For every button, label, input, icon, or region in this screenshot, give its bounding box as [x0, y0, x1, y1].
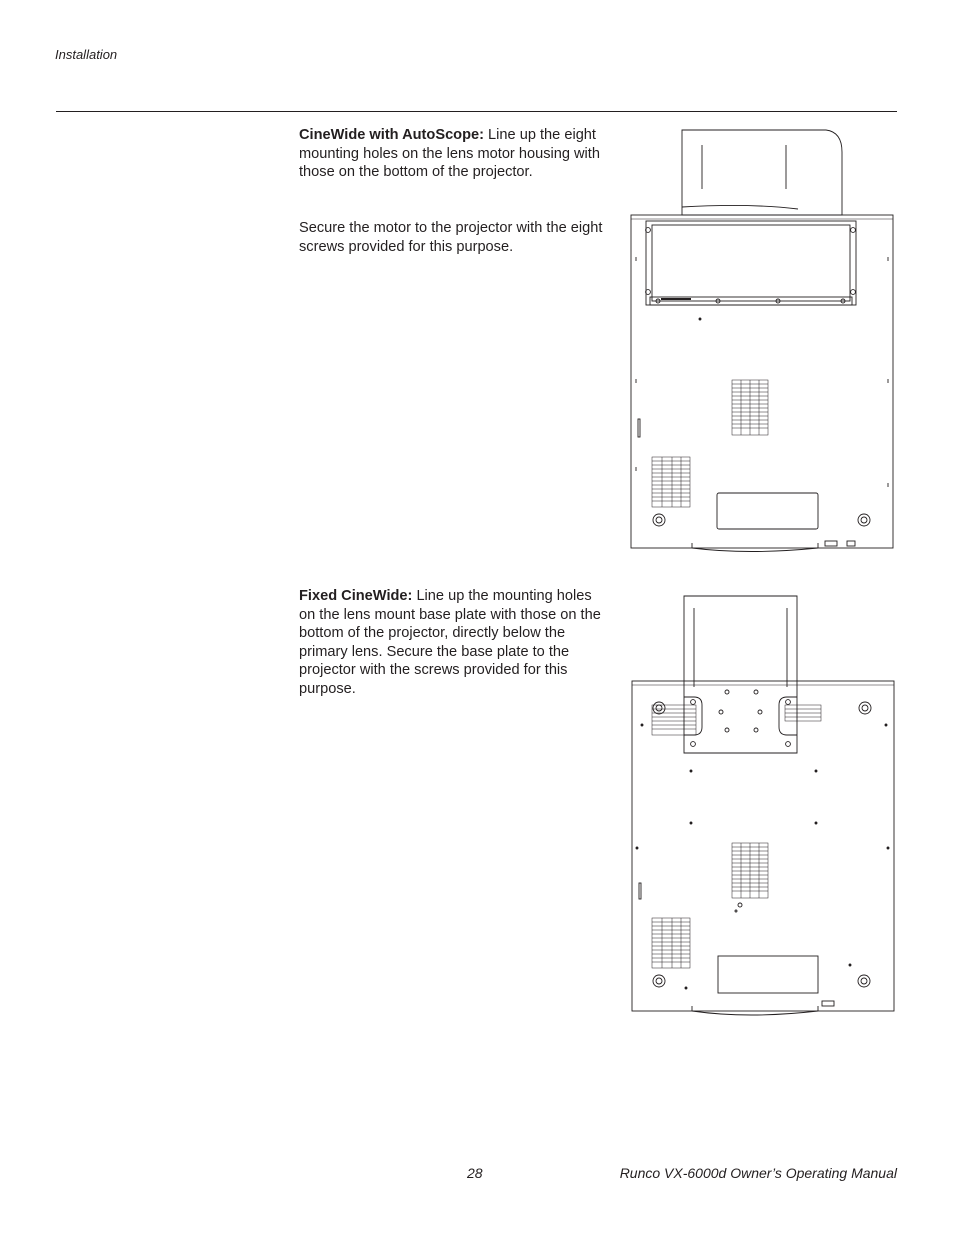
fixed-paragraph — [299, 587, 609, 699]
autoscope-heading: CineWide with AutoScope: — [299, 127, 484, 143]
running-header: Installation — [55, 47, 118, 62]
fixed-base-plate-illustration — [628, 593, 896, 1021]
autoscope-text: Line up the eight mounting holes on the lens motor housing with those on the bottom of the projector. — [299, 127, 600, 181]
autoscope-secure-paragraph: Secure the motor to the projector with the eight screws provided for this purpose. — [299, 220, 603, 255]
autoscope-paragraph — [299, 126, 609, 182]
fixed-heading: Fixed CineWide: — [299, 588, 413, 604]
page-number: 28 — [467, 1165, 483, 1181]
manual-title: Runco VX-6000d Owner’s Operating Manual — [619, 1165, 897, 1181]
autoscope-motor-illustration — [628, 127, 896, 553]
header-rule — [56, 111, 897, 112]
fixed-text: Line up the mounting holes on the lens mount base plate with those on the bottom of the projector, directly below the primary lens. Secure the base plate to the projector with the screws provided for this purpose. — [299, 588, 601, 697]
